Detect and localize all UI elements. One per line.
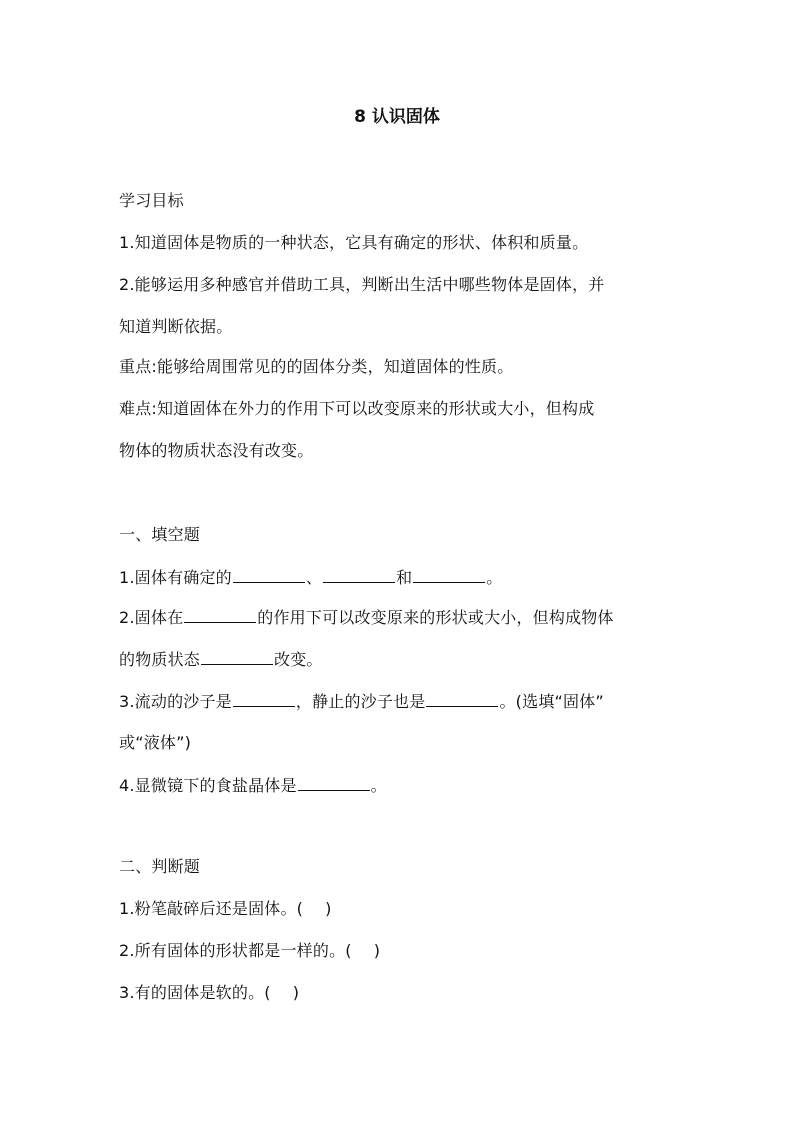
question-text: ) — [325, 899, 332, 918]
question-text: 2.固体在 — [119, 608, 184, 627]
question-text: 1.粉笔敲碎后还是固体。( — [119, 899, 304, 918]
objective-item-2-line-1: 2.能够运用多种感官并借助工具，判断出生活中哪些物体是固体，并 — [119, 275, 605, 294]
fill-in-question-2-line-1 — [119, 606, 614, 629]
question-text: 的作用下可以改变原来的形状或大小，但构成物体 — [257, 608, 614, 627]
question-text: 3.流动的沙子是 — [119, 692, 232, 711]
question-text: 3.有的固体是软的。( — [119, 983, 271, 1002]
question-text: 、 — [305, 568, 323, 587]
answer-blank[interactable] — [426, 690, 498, 707]
answer-blank[interactable] — [233, 566, 305, 583]
objective-item-1: 1.知道固体是物质的一种状态，它具有确定的形状、体积和质量。 — [119, 233, 589, 252]
fill-in-question-3-line-2: 或“液体”) — [119, 733, 192, 752]
fill-in-question-1 — [119, 566, 502, 589]
key-point: 重点:能够给周围常见的的固体分类，知道固体的性质。 — [119, 357, 514, 376]
judge-question-3 — [119, 982, 299, 1004]
question-text: 1.固体有确定的 — [119, 568, 232, 587]
fill-in-question-3-line-1 — [119, 690, 604, 713]
page-title: 8 认识固体 — [354, 107, 440, 127]
fill-in-question-2-line-2 — [119, 648, 323, 671]
question-text: 。 — [486, 568, 503, 587]
question-text: 改变。 — [274, 650, 323, 669]
answer-blank[interactable] — [413, 566, 485, 583]
question-text: ) — [292, 983, 300, 1002]
question-text: 4.显微镜下的食盐晶体是 — [119, 776, 297, 795]
judge-question-1 — [119, 898, 332, 920]
objective-item-2-line-2: 知道判断依据。 — [119, 317, 233, 336]
question-text: 。 — [370, 776, 387, 795]
difficulty-line-2: 物体的物质状态没有改变。 — [119, 441, 314, 460]
answer-blank[interactable] — [298, 774, 370, 791]
answer-blank[interactable] — [184, 606, 256, 623]
objectives-heading: 学习目标 — [119, 191, 184, 210]
question-text: ，静止的沙子也是 — [295, 692, 426, 711]
fill-in-question-4 — [119, 774, 387, 797]
question-text: 的物质状态 — [119, 650, 201, 669]
answer-blank[interactable] — [201, 648, 273, 665]
answer-blank[interactable] — [323, 566, 395, 583]
judge-question-2 — [119, 940, 380, 962]
question-text: 2.所有固体的形状都是一样的。( — [119, 941, 352, 960]
question-text: 和 — [396, 568, 413, 587]
answer-blank[interactable] — [233, 690, 295, 707]
difficulty-line-1: 难点:知道固体在外力的作用下可以改变原来的形状或大小，但构成 — [119, 399, 595, 418]
question-text: 。(选填“固体” — [499, 692, 604, 711]
fill-in-heading: 一、填空题 — [119, 525, 201, 544]
question-text: ) — [373, 941, 381, 960]
judge-heading: 二、判断题 — [119, 857, 201, 876]
